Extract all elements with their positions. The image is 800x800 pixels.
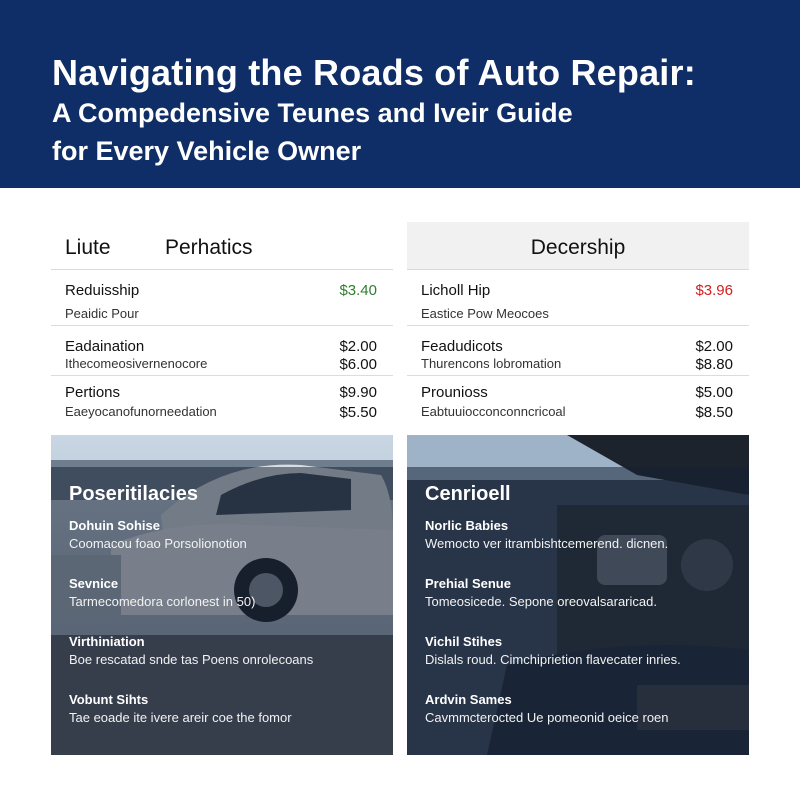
right-price-table: [407, 222, 749, 426]
left-photo-card: [51, 435, 393, 755]
card-item-desc: Boe rescatad snde tas Poens onrolecoans: [69, 652, 314, 667]
card-title: Poseritilacies: [69, 483, 198, 505]
row-price-1: $2.00: [339, 338, 377, 355]
left-table-col-1: Liute: [65, 236, 111, 259]
left-table-header: [51, 222, 393, 270]
card-item-name: Ardvin Sames: [425, 692, 512, 707]
right-photo-card: [407, 435, 749, 755]
card-item-desc: Wemocto ver itrambishtcemerend. dicnen.: [425, 536, 669, 551]
card-item-name: Dohuin Sohise: [69, 518, 160, 533]
row-price-1: $2.00: [695, 338, 733, 355]
row-subtitle: Eaeyocanofunorneedation: [65, 404, 217, 419]
card-item-desc: Dislals roud. Cimchiprietion flavecater inries.: [425, 652, 681, 667]
card-item-desc: Coomacou foao Porsolionotion: [69, 536, 247, 551]
card-item-name: Prehial Senue: [425, 576, 511, 591]
header-banner: [0, 0, 800, 188]
left-price-table: [51, 222, 393, 426]
table-row: [51, 376, 393, 426]
row-title: Pertions: [65, 384, 121, 401]
row-price-1: $9.90: [339, 384, 377, 401]
row-price-2: $6.00: [339, 356, 377, 373]
row-subtitle: Eastice Pow Meocoes: [421, 306, 549, 321]
card-item-desc: Tae eoade ite ivere areir coe the fomor: [69, 710, 292, 725]
card-title: Cenrioell: [425, 483, 511, 505]
row-price-2: $5.50: [339, 404, 377, 421]
row-subtitle: Peaidic Pour: [65, 306, 139, 321]
table-row: [51, 326, 393, 376]
card-item-desc: Cavmmcterocted Ue pomeonid oeice roen: [425, 710, 669, 725]
table-row: [407, 270, 749, 326]
row-price: $3.40: [339, 282, 377, 299]
card-item-name: Sevnice: [69, 576, 119, 591]
table-row: [51, 270, 393, 326]
card-item-name: Vichil Stihes: [425, 634, 503, 649]
row-subtitle: Ithecomeosivernenocore: [65, 356, 208, 371]
row-price-2: $8.80: [695, 356, 733, 373]
card-item-name: Virthiniation: [69, 634, 145, 649]
row-title: Reduisship: [65, 282, 140, 299]
card-item-desc: Tarmecomedora corlonest in 50): [69, 594, 256, 609]
row-price-2: $8.50: [695, 404, 733, 421]
page-subtitle-line-1: A Compedensive Teunes and Iveir Guide: [52, 98, 573, 128]
row-title: Eadaination: [65, 338, 145, 355]
right-table-header: [407, 222, 749, 270]
row-price-1: $5.00: [695, 384, 733, 401]
row-title: Licholl Hip: [421, 282, 491, 299]
row-title: Feadudicots: [421, 338, 503, 355]
left-table-col-2: Perhatics: [165, 236, 253, 259]
table-row: [407, 326, 749, 376]
right-table-heading: Decership: [530, 236, 626, 259]
row-title: Prounioss: [421, 384, 488, 401]
page-title: Navigating the Roads of Auto Repair:: [52, 52, 696, 93]
page-subtitle-line-2: for Every Vehicle Owner: [52, 136, 362, 166]
table-row: [407, 376, 749, 426]
card-item-desc: Tomeosicede. Sepone oreovalsararicad.: [425, 594, 657, 609]
row-subtitle: Thurencons lobromation: [421, 356, 562, 371]
card-item-name: Norlic Babies: [425, 518, 509, 533]
row-price: $3.96: [695, 282, 733, 299]
row-subtitle: Eabtuuiocconconncricoal: [421, 404, 566, 419]
card-item-name: Vobunt Sihts: [69, 692, 149, 707]
